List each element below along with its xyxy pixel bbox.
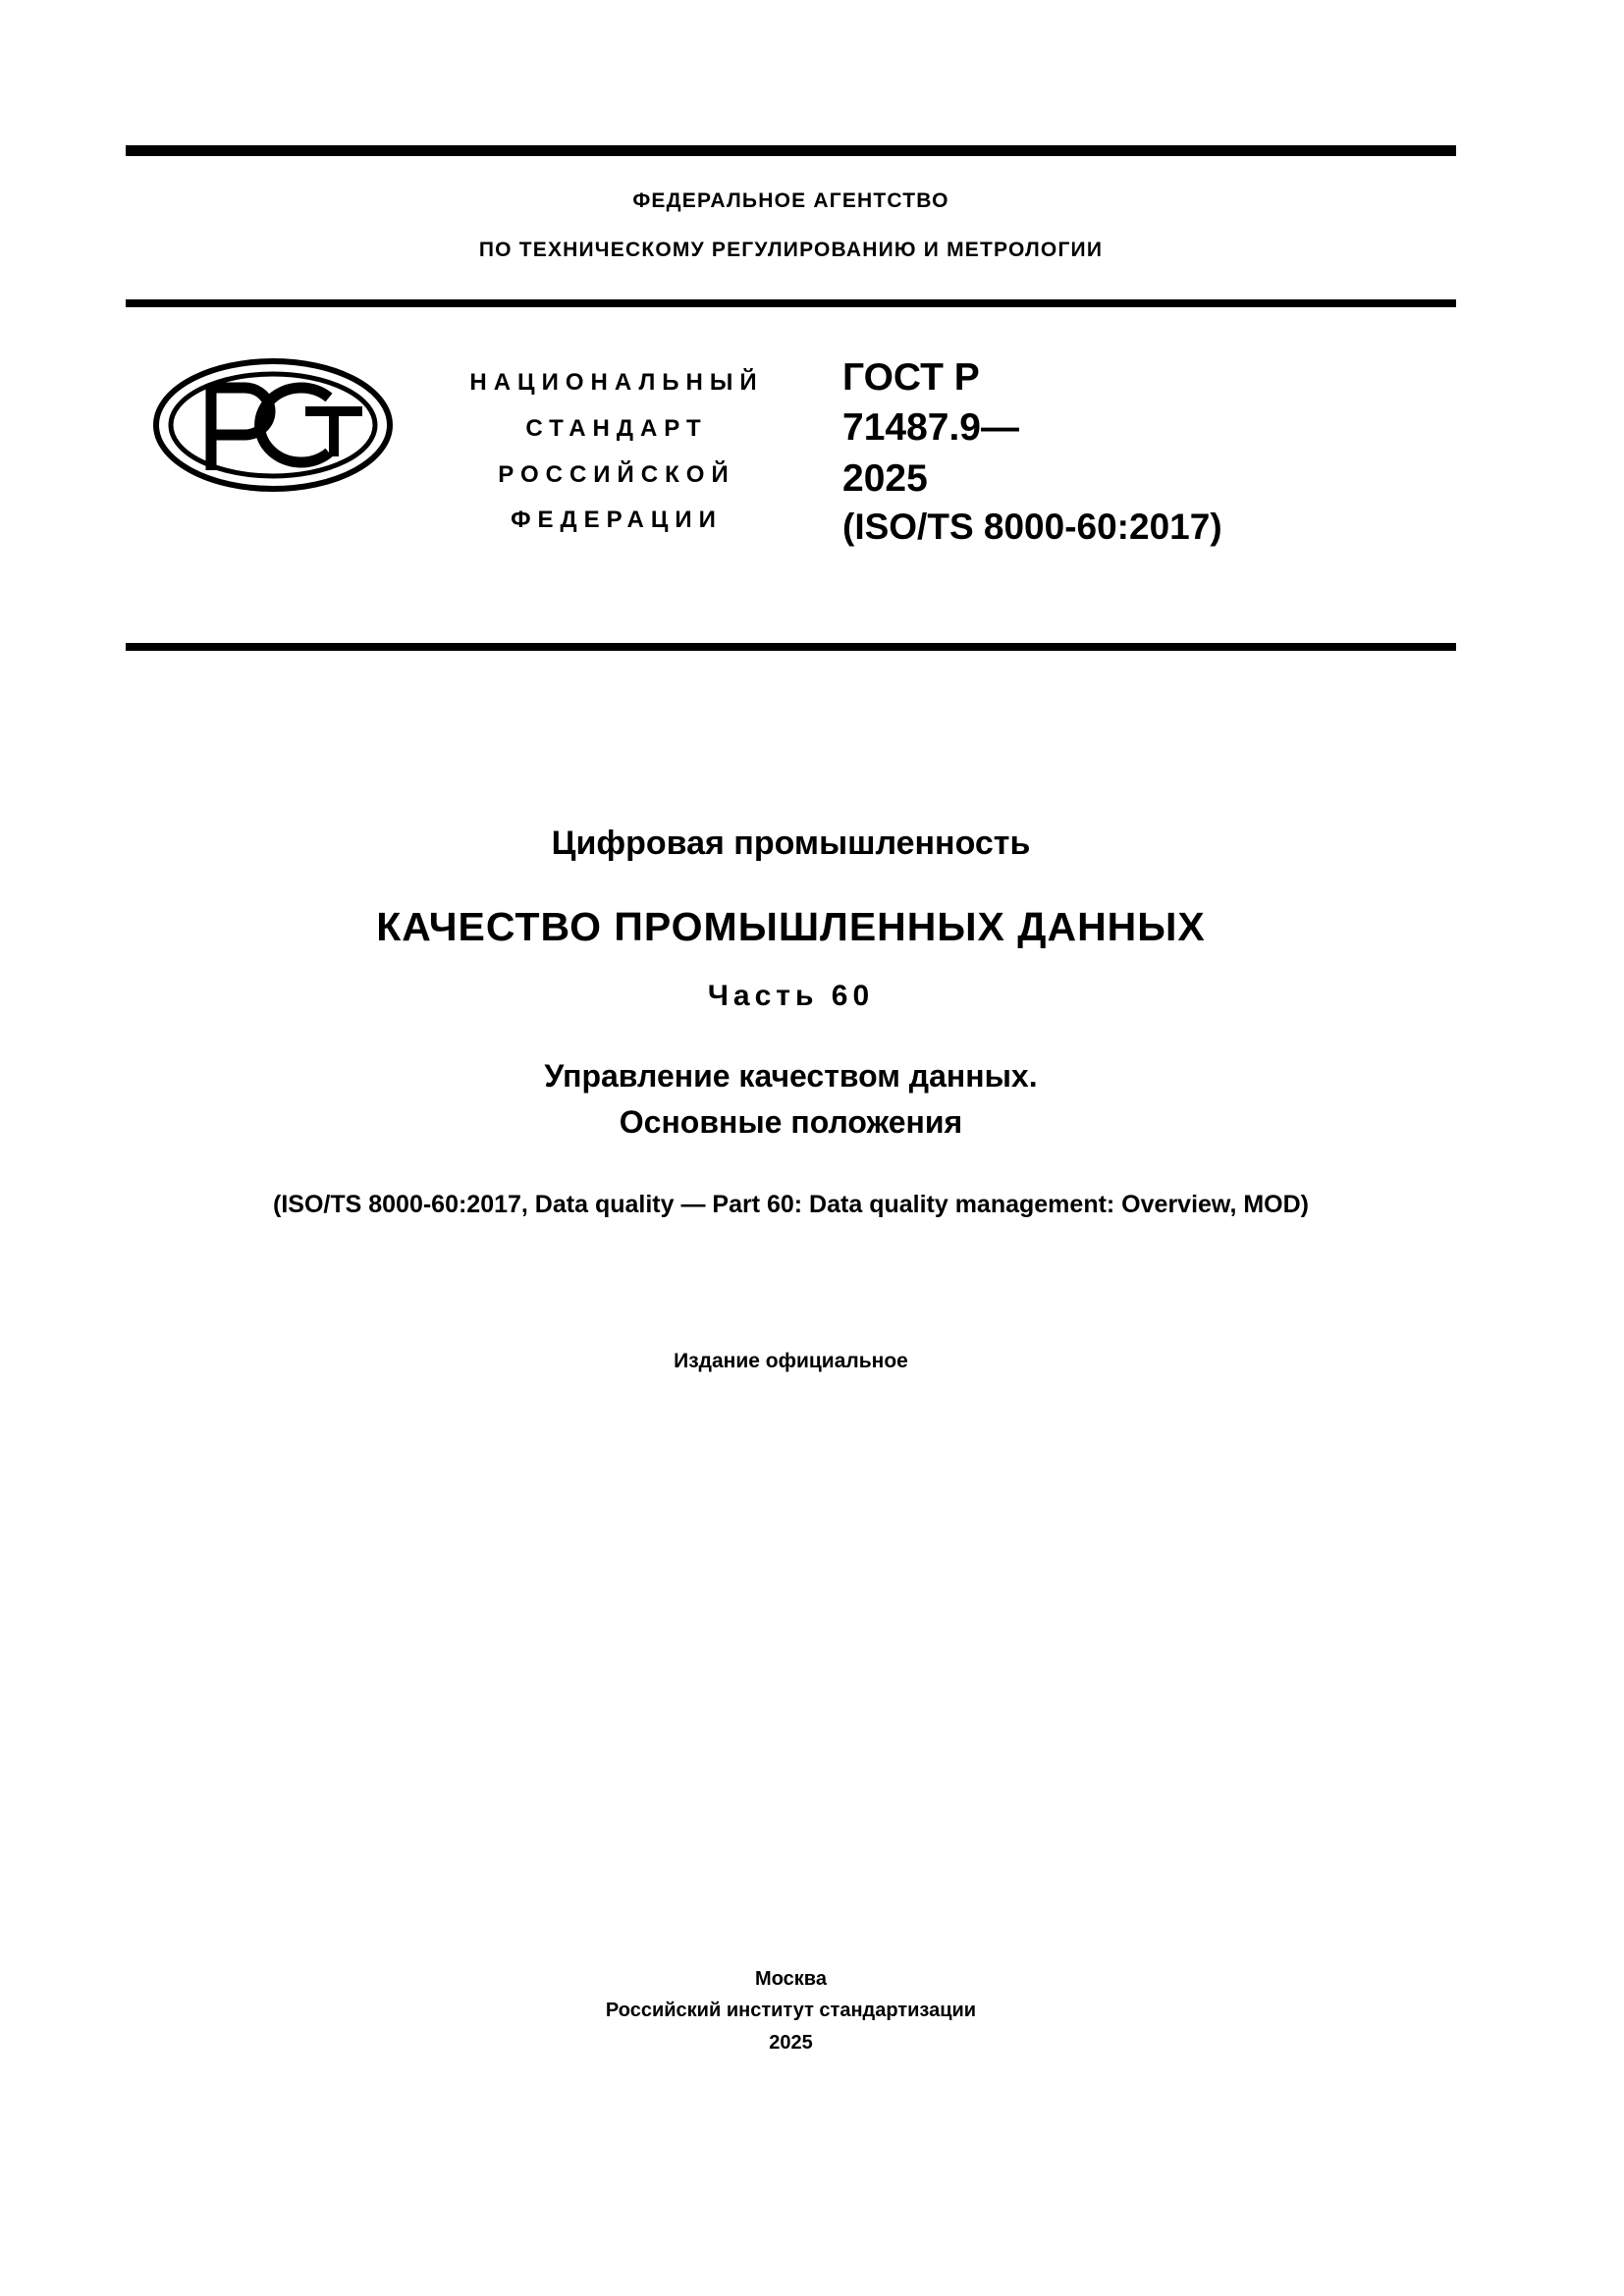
gost-r-emblem-icon	[126, 343, 420, 497]
series-title: Цифровая промышленность	[551, 825, 1031, 862]
title-block	[126, 825, 1456, 1373]
top-rule	[126, 145, 1456, 156]
designation-line-3: 2025	[842, 456, 928, 500]
national-standard-label	[420, 343, 813, 544]
bottom-rule	[126, 643, 1456, 651]
standard-designation	[813, 343, 1456, 552]
national-standard-line-4: ФЕДЕРАЦИИ	[511, 507, 723, 534]
designation-line-2: 71487.9—	[842, 406, 1019, 450]
official-edition-note: Издание официальное	[674, 1349, 908, 1372]
imprint-publisher: Российский институт стандартизации	[605, 2000, 977, 2022]
designation-iso-equivalent: (ISO/TS 8000-60:2017)	[842, 507, 1222, 548]
agency-line-1: ФЕДЕРАЛЬНОЕ АГЕНТСТВО	[632, 189, 949, 212]
middle-rule	[126, 299, 1456, 307]
designation-line-1: ГОСТ Р	[842, 356, 980, 399]
agency-heading	[126, 156, 1456, 299]
part-number: Часть 60	[707, 980, 875, 1012]
imprint-year: 2025	[769, 2031, 813, 2054]
iso-reference: (ISO/TS 8000-60:2017, Data quality — Part 60: Data quality management: Overview, MOD)	[273, 1191, 1309, 1218]
national-standard-line-1: НАЦИОНАЛЬНЫЙ	[469, 369, 764, 396]
national-standard-line-2: СТАНДАРТ	[525, 414, 708, 442]
standard-identity-row	[126, 307, 1456, 643]
document-title: КАЧЕСТВО ПРОМЫШЛЕННЫХ ДАННЫХ	[376, 904, 1206, 949]
header-block	[126, 145, 1456, 651]
subtitle-line-1: Управление качеством данных.	[544, 1058, 1038, 1094]
agency-line-2: ПО ТЕХНИЧЕСКОМУ РЕГУЛИРОВАНИЮ И МЕТРОЛОГИИ	[478, 239, 1104, 261]
imprint-block	[126, 1963, 1456, 2058]
subtitle-line-2: Основные положения	[619, 1104, 963, 1140]
national-standard-line-3: РОССИЙСКОЙ	[498, 460, 735, 488]
imprint-city: Москва	[755, 1968, 827, 1990]
